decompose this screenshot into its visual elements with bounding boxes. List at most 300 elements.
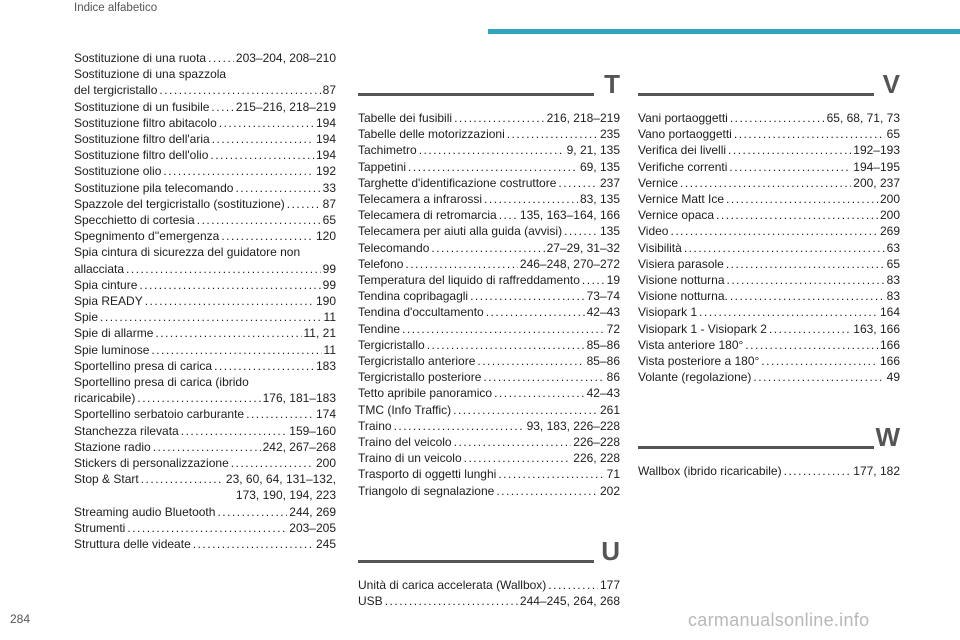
dot-leader: [100, 309, 322, 325]
dot-leader: [127, 520, 287, 536]
dot-leader: [453, 402, 598, 418]
dot-leader: [214, 358, 314, 374]
watermark: carmanualsonline.info: [688, 610, 870, 630]
entry-pages: 200: [879, 208, 900, 223]
entry-pages: 99: [322, 261, 336, 276]
dot-leader: [212, 131, 314, 147]
dot-leader: [163, 163, 314, 179]
index-entry: [638, 223, 900, 239]
dot-leader: [427, 337, 585, 353]
index-entry: [74, 82, 336, 98]
index-entry: [358, 450, 620, 466]
dot-leader: [405, 256, 518, 272]
entry-pages: 19: [606, 273, 620, 288]
entry-label: ricaricabile): [74, 391, 136, 406]
entry-pages: 23, 60, 64, 131–132,: [225, 472, 336, 487]
entry-label: Traino del veicolo: [358, 435, 452, 450]
entry-pages: 65: [886, 127, 900, 142]
dot-leader: [769, 321, 851, 337]
entry-pages: 245: [315, 537, 336, 552]
entry-label: Targhette d'identificazione costruttore: [358, 175, 557, 190]
index-entry: [74, 163, 336, 179]
index-entry: [638, 159, 900, 175]
index-entry: [358, 483, 620, 499]
dot-leader: [548, 577, 598, 593]
dot-leader: [235, 180, 320, 196]
entry-label: TMC (Info Traffic): [358, 402, 452, 417]
entry-label: Tergicristallo anteriore: [358, 354, 476, 369]
section-header-v: [638, 69, 900, 108]
index-entry: [358, 385, 620, 401]
entry-label: Telecamera a infrarossi: [358, 192, 483, 207]
dot-leader: [217, 504, 287, 520]
entry-pages-continued: 173, 190, 194, 223: [235, 488, 336, 503]
index-entry: [638, 207, 900, 223]
section-letter: W: [875, 422, 900, 453]
entry-label: Vista posteriore a 180°: [638, 354, 760, 369]
dot-leader: [394, 418, 525, 434]
entry-label: Tabelle dei fusibili: [358, 111, 453, 125]
entry-pages: 194–195: [853, 159, 900, 174]
dot-leader: [684, 240, 885, 256]
entry-label: Sostituzione di un fusibile: [74, 99, 210, 114]
entry-label: Spia cinture: [74, 277, 138, 292]
index-entry: [74, 309, 336, 325]
entry-pages: 71: [606, 467, 620, 482]
entry-pages: 244, 269: [289, 504, 336, 519]
entry-label: Spie luminose: [74, 342, 150, 357]
entry-pages: 135, 163–164, 166: [519, 208, 620, 223]
entry-pages: 135: [599, 224, 620, 239]
entry-label: Tergicristallo posteriore: [358, 370, 482, 385]
index-entry: [74, 325, 336, 341]
section-u-entries: [358, 577, 620, 609]
entry-label: Tabelle delle motorizzazioni: [358, 127, 505, 142]
entry-label: Tendina copribagagli: [358, 289, 469, 304]
entry-pages: 177, 182: [853, 464, 900, 479]
index-entry: [74, 536, 336, 552]
entry-pages: 9, 21, 135: [566, 143, 620, 158]
entry-label: Sostituzione filtro abitacolo: [74, 115, 217, 130]
entry-pages: 27–29, 31–32: [546, 240, 620, 255]
index-column-2: [358, 69, 620, 609]
entry-pages: 120: [315, 229, 336, 244]
index-entry: [358, 240, 620, 256]
dot-leader: [208, 50, 234, 66]
dot-leader: [126, 261, 321, 277]
entry-pages: 261: [599, 402, 620, 417]
dot-leader: [145, 293, 314, 309]
dot-leader: [153, 439, 261, 455]
index-entry: [358, 110, 620, 126]
entry-pages: 226, 228: [573, 451, 620, 466]
entry-label: Sostituzione filtro dell'aria: [74, 132, 210, 147]
section-letter: U: [601, 535, 620, 566]
index-entry: [358, 191, 620, 207]
index-entry: [358, 207, 620, 223]
dot-leader: [670, 223, 877, 239]
entry-pages: 246–248, 270–272: [519, 256, 620, 271]
entry-pages: 200: [879, 192, 900, 207]
dot-leader: [454, 434, 572, 450]
dot-leader: [211, 99, 233, 115]
entry-pages: 42–43: [586, 386, 620, 401]
entry-pages: 174: [315, 407, 336, 422]
entry-label: Spegnimento d''emergenza: [74, 229, 220, 244]
entry-pages: 166: [879, 354, 900, 369]
dot-leader: [727, 272, 885, 288]
entry-pages: 83: [886, 273, 900, 288]
entry-pages: 194: [315, 148, 336, 163]
entry-label: Vano portaoggetti: [638, 127, 732, 142]
entry-label: Stop & Start: [74, 472, 139, 487]
dot-leader: [419, 142, 565, 158]
entry-pages: 65: [886, 256, 900, 271]
dot-leader: [484, 191, 578, 207]
dot-leader: [761, 353, 878, 369]
entry-pages: 69, 135: [579, 159, 620, 174]
entry-label: Vernice Matt Ice: [638, 192, 725, 207]
entry-pages: 85–86: [586, 354, 620, 369]
index-entry: [358, 288, 620, 304]
index-entry: [638, 240, 900, 256]
index-entry: [74, 342, 336, 358]
index-entry: [358, 304, 620, 320]
index-entry: [358, 159, 620, 175]
entry-pages: 215–216, 218–219: [235, 99, 336, 114]
index-entry: [358, 142, 620, 158]
index-entry: [638, 337, 900, 353]
dot-leader: [181, 423, 288, 439]
entry-label: Vernice opaca: [638, 208, 715, 223]
dot-leader: [159, 82, 320, 98]
entry-label: Sportellino presa di carica: [74, 358, 213, 373]
dot-leader: [728, 142, 851, 158]
entry-label: Volante (regolazione): [638, 370, 752, 385]
index-entry: [358, 126, 620, 142]
entry-label: Triangolo di segnalazione: [358, 483, 495, 498]
entry-label: Verifica dei livelli: [638, 143, 727, 158]
dot-leader: [470, 288, 585, 304]
index-entry: [358, 402, 620, 418]
entry-label: Streaming audio Bluetooth: [74, 504, 216, 519]
index-entry: [74, 504, 336, 520]
entry-label: Spazzole del tergicristallo (sostituzione): [74, 196, 285, 211]
index-column-3: [638, 69, 900, 480]
entry-pages: 194: [315, 132, 336, 147]
entry-pages: 93, 183, 226–228: [526, 418, 620, 433]
dot-leader: [246, 406, 314, 422]
entry-label: Spie di allarme: [74, 326, 154, 341]
entry-pages: 183: [315, 358, 336, 373]
entry-pages: 42–43: [586, 305, 620, 320]
index-entry: [74, 455, 336, 471]
dot-leader: [745, 337, 878, 353]
index-entry: [638, 256, 900, 272]
entry-label: Traino di un veicolo: [358, 451, 462, 466]
index-entry: [74, 277, 336, 293]
index-entry: [74, 147, 336, 163]
index-column-1: [74, 50, 336, 552]
index-entry: [74, 212, 336, 228]
entry-pages: 164: [879, 305, 900, 320]
dot-leader: [716, 207, 878, 223]
entry-label: USB: [358, 594, 383, 609]
index-entry: [638, 369, 900, 385]
index-entry-line: Sportellino presa di carica (ibrido: [74, 375, 249, 390]
index-entry: [358, 434, 620, 450]
entry-label: Tergicristallo: [358, 337, 425, 352]
index-entry: [358, 256, 620, 272]
section-w-entries: [638, 463, 900, 479]
entry-pages: 159–160: [289, 423, 336, 438]
entry-label: Vernice: [638, 175, 679, 190]
section-letter: T: [604, 69, 620, 99]
entry-pages: 194: [315, 115, 336, 130]
index-entry: [74, 423, 336, 439]
entry-label: Tappetini: [358, 159, 407, 174]
dot-leader: [726, 256, 885, 272]
index-entry-line: Sostituzione di una spazzola: [74, 67, 227, 82]
entry-pages: 86: [606, 370, 620, 385]
dot-leader: [221, 228, 314, 244]
entry-pages: 83, 135: [579, 192, 620, 207]
entry-label: Tetto apribile panoramico: [358, 386, 493, 401]
entry-label: Unità di carica accelerata (Wallbox): [358, 577, 547, 592]
entry-pages: 166: [879, 337, 900, 352]
index-entry: [638, 304, 900, 320]
entry-pages: 11, 21: [303, 326, 336, 341]
entry-label: Visiera parasole: [638, 256, 724, 271]
section-header-u: [358, 535, 620, 575]
entry-label: Sostituzione filtro dell'olio: [74, 148, 209, 163]
dot-leader: [197, 212, 321, 228]
entry-pages: 11: [323, 310, 336, 325]
dot-leader: [726, 191, 878, 207]
entry-pages: 216, 218–219: [546, 111, 620, 125]
page-number: 284: [10, 612, 31, 626]
entry-pages: 87: [322, 196, 336, 211]
dot-leader: [680, 175, 851, 191]
index-entry: [638, 142, 900, 158]
entry-label: Specchietto di cortesia: [74, 213, 195, 228]
entry-pages: 63: [886, 240, 900, 255]
entry-label: Traino: [358, 418, 392, 433]
section-letter: V: [882, 69, 900, 99]
index-entry: [74, 50, 336, 66]
dot-leader: [477, 353, 584, 369]
entry-pages: 202: [599, 483, 620, 498]
dot-leader: [231, 455, 314, 471]
index-entry: [358, 353, 620, 369]
section-rule: [358, 560, 594, 563]
entry-label: Sportellino serbatoio carburante: [74, 407, 245, 422]
entry-pages: 203–204, 208–210: [235, 51, 336, 65]
entry-label: Telecamera per aiuti alla guida (avvisi): [358, 224, 563, 239]
entry-label: Visiopark 1: [638, 305, 698, 320]
dot-leader: [141, 471, 224, 487]
entry-pages: 11: [323, 342, 336, 357]
index-entry: [358, 272, 620, 288]
header-accent-bar: [488, 29, 960, 34]
section-v-entries: [638, 110, 900, 385]
index-entry: [358, 337, 620, 353]
dot-leader: [219, 115, 314, 131]
index-entry: [74, 358, 336, 374]
dot-leader: [464, 450, 572, 466]
entry-label: Visione notturna.: [638, 289, 728, 304]
index-entry: [358, 418, 620, 434]
entry-label: Tachimetro: [358, 143, 417, 158]
dot-leader: [486, 304, 585, 320]
entry-pages: 237: [599, 175, 620, 190]
index-entry: [638, 463, 900, 479]
entry-label: Struttura delle videate: [74, 537, 191, 552]
index-entry: [74, 196, 336, 212]
dot-leader: [496, 483, 598, 499]
index-entry: [74, 228, 336, 244]
entry-label: Vista anteriore 180°: [638, 337, 744, 352]
dot-leader: [483, 369, 604, 385]
entry-pages: 269: [879, 224, 900, 239]
index-entry: [74, 390, 336, 406]
entry-label: Stazione radio: [74, 439, 151, 454]
entry-pages: 163, 166: [853, 321, 900, 336]
dot-leader: [408, 159, 578, 175]
dot-leader: [454, 110, 545, 126]
dot-leader: [287, 196, 321, 212]
entry-label: Telecamera di retromarcia: [358, 208, 497, 223]
entry-pages: 190: [315, 294, 336, 309]
index-entry: [358, 223, 620, 239]
entry-label: Spia READY: [74, 294, 143, 309]
dot-leader: [753, 369, 884, 385]
entry-label: Sostituzione di una ruota: [74, 51, 207, 65]
index-entry: [638, 191, 900, 207]
entry-pages: 176, 181–183: [262, 391, 336, 406]
entry-pages: 73–74: [586, 289, 620, 304]
index-entry: [74, 406, 336, 422]
entry-label: Temperatura del liquido di raffreddamento: [358, 273, 580, 288]
entry-label: Telecomando: [358, 240, 430, 255]
dot-leader: [730, 110, 825, 126]
dot-leader: [564, 223, 598, 239]
section-header-w: [638, 422, 900, 461]
entry-pages: 85–86: [586, 337, 620, 352]
dot-leader: [385, 593, 518, 609]
entry-pages: 87: [322, 83, 336, 98]
section-rule: [638, 93, 874, 96]
entry-pages: 192: [315, 164, 336, 179]
dot-leader: [499, 207, 518, 223]
index-entry: [358, 577, 620, 593]
entry-pages: 49: [886, 370, 900, 385]
section-t-entries: [358, 110, 620, 499]
index-entry: [638, 126, 900, 142]
entry-label: del tergicristallo: [74, 83, 158, 98]
section-rule: [638, 446, 874, 449]
dot-leader: [431, 240, 544, 256]
index-entry: [358, 593, 620, 609]
index-entry: [74, 115, 336, 131]
entry-pages: 192–193: [853, 143, 900, 158]
entry-pages: 177: [599, 577, 620, 592]
entry-label: Spie: [74, 310, 99, 325]
dot-leader: [151, 342, 321, 358]
index-entry: [638, 175, 900, 191]
index-entry: [74, 261, 336, 277]
dot-leader: [699, 304, 878, 320]
entry-label: Tendine: [358, 321, 401, 336]
entry-label: Strumenti: [74, 520, 126, 535]
entry-pages: 203–205: [289, 520, 336, 535]
index-entry: [74, 131, 336, 147]
entry-label: Visione notturna: [638, 273, 725, 288]
index-entry: [638, 110, 900, 126]
dot-leader: [784, 463, 852, 479]
entry-label: Telefono: [358, 256, 404, 271]
dot-leader: [729, 159, 851, 175]
dot-leader: [139, 277, 320, 293]
entry-label: Vani portaoggetti: [638, 111, 728, 125]
entry-label: Video: [638, 224, 669, 239]
entry-pages: 65, 68, 71, 73: [826, 111, 900, 125]
entry-label: Sostituzione olio: [74, 164, 162, 179]
entry-pages: 226–228: [573, 435, 620, 450]
entry-pages: 200: [315, 456, 336, 471]
dot-leader: [558, 175, 598, 191]
entry-label: Trasporto di oggetti lunghi: [358, 467, 497, 482]
entry-pages: 235: [599, 127, 620, 142]
index-entry: [74, 99, 336, 115]
index-entry: [358, 321, 620, 337]
index-entry: [638, 321, 900, 337]
entry-label: Stanchezza rilevata: [74, 423, 179, 438]
dot-leader: [498, 466, 604, 482]
section-header-t: [358, 69, 620, 108]
dot-leader: [210, 147, 314, 163]
dot-leader: [494, 385, 585, 401]
entry-label: allacciata: [74, 261, 125, 276]
entry-pages: 200, 237: [853, 175, 900, 190]
dot-leader: [582, 272, 605, 288]
dot-leader: [402, 321, 605, 337]
entry-pages: 242, 267–268: [262, 439, 336, 454]
entry-label: Tendina d'occultamento: [358, 305, 484, 320]
index-entry: [638, 353, 900, 369]
dot-leader: [155, 325, 301, 341]
index-entry: [74, 471, 336, 487]
entry-pages: 33: [322, 180, 336, 195]
section-rule: [358, 93, 594, 96]
index-entry: [74, 180, 336, 196]
index-entry: [358, 369, 620, 385]
index-entry-line: Spia cintura di sicurezza del guidatore non: [74, 245, 301, 260]
header-title: Indice alfabetico: [74, 2, 158, 14]
dot-leader: [734, 126, 885, 142]
dot-leader: [507, 126, 598, 142]
index-entry: [74, 520, 336, 536]
index-entry: [638, 272, 900, 288]
index-entry: [358, 466, 620, 482]
entry-pages: 99: [322, 277, 336, 292]
entry-pages: 83: [886, 289, 900, 304]
entry-label: Verifiche correnti: [638, 159, 728, 174]
entry-label: Visibilità: [638, 240, 682, 255]
index-entry: [638, 288, 900, 304]
entry-pages: 65: [322, 213, 336, 228]
entry-label: Sostituzione pila telecomando: [74, 180, 234, 195]
